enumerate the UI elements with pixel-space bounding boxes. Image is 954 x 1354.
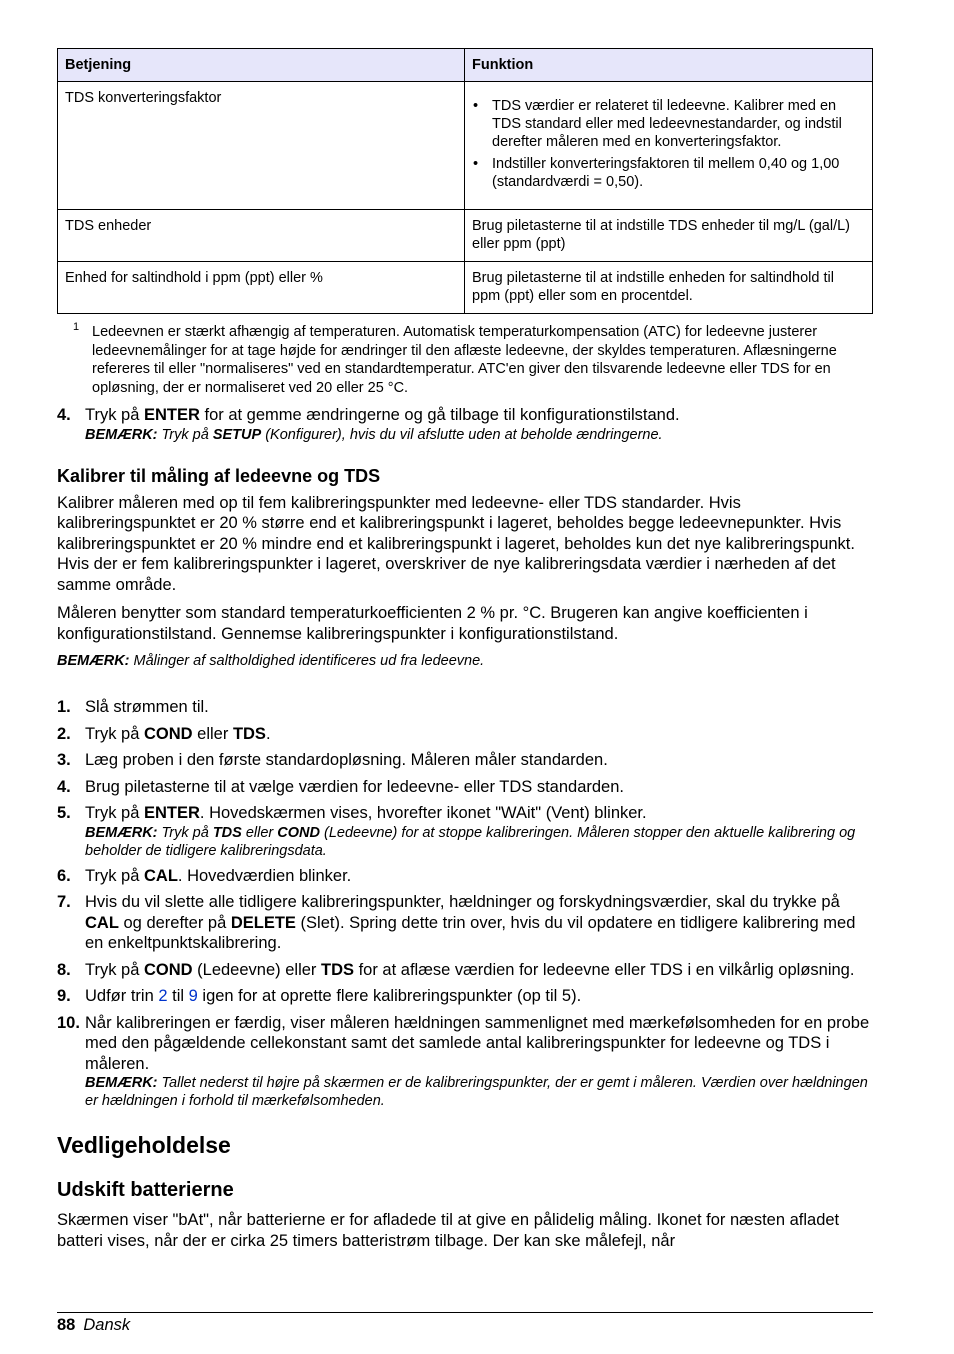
- step-text: Tryk på: [85, 866, 144, 885]
- bullet-icon: •: [473, 98, 479, 114]
- note-text: eller: [241, 824, 278, 841]
- step-text: Når kalibreringen er færdig, viser måleren hældningen sammenlignet med mærkefølsomheden for en probe med den pågældende cellekonstant samt det samlede antal kalibreringspunkter for ledeevne og TDS i måleren.: [85, 1013, 870, 1073]
- step-number: 8.: [57, 960, 71, 979]
- table-cell-control: TDS enheder: [58, 210, 465, 262]
- step-number: 4.: [57, 777, 71, 796]
- step-text: Hvis du vil slette alle tidligere kalibreringspunkter, hældninger og forskydningsværdier, skal du trykke på: [85, 893, 840, 911]
- note-label: BEMÆRK:: [85, 1075, 158, 1091]
- note: [57, 652, 873, 670]
- table-cell-function: [465, 82, 873, 210]
- step-8: [57, 960, 873, 981]
- key-cond: COND: [143, 960, 193, 979]
- step-number: 6.: [57, 866, 71, 885]
- step-text: Tryk på: [85, 724, 144, 743]
- key-cond: COND: [277, 824, 320, 841]
- page-number: 88: [57, 1316, 76, 1334]
- step-text: .: [265, 724, 271, 743]
- step-number: 7.: [57, 893, 71, 911]
- table-row: [58, 262, 873, 314]
- step-4: [57, 777, 873, 798]
- footer-language: Dansk: [83, 1316, 131, 1334]
- footnote-text: Ledeevnen er stærkt afhængig af temperaturen. Automatisk temperaturkompensation (ATC) for ledeevne justerer ledeevnemålinger for at tage højde for ændringer til den aflæste ledeevne, der skyldes temperaturen. Aflæsningerne refereres til eller "normaliseres" ved en standardtemperatur. ATC'en giver den tilsvarende ledeevne eller TDS for en opløsning, der er normaliseret ved 20 eller 25 °C.: [92, 324, 837, 396]
- note: [85, 824, 873, 860]
- step-text: Slå strømmen til.: [85, 698, 209, 716]
- bullet-text: TDS værdier er relateret til ledeevne. Kalibrer med en TDS standard eller med ledeevnestandarder, og indstil derefter måleren med en konverteringsfaktor.: [492, 98, 842, 150]
- document-page: [57, 48, 873, 1259]
- step-3: [57, 750, 873, 771]
- step-text: igen for at oprette flere kalibreringspunkter (op til 5).: [197, 987, 582, 1005]
- step-text: Tryk på: [85, 406, 144, 424]
- step-10: [57, 1013, 873, 1111]
- key-enter: ENTER: [143, 804, 200, 822]
- note-text: Tallet nederst til højre på skærmen er de kalibreringspunkter, der er gemt i måleren. Værdien over hældningen er hældningen i forhold til mærkefølsomheden.: [85, 1075, 868, 1109]
- table-cell-function: Brug piletasterne til at indstille TDS enheder til mg/L (gal/L) eller ppm (ppt): [465, 210, 873, 262]
- step-text: . Hovedskærmen vises, hvorefter ikonet "WAit" (Vent) blinker.: [199, 804, 647, 822]
- step-text: Læg proben i den første standardopløsning. Måleren måler standarden.: [85, 751, 608, 769]
- table-row: [58, 210, 873, 262]
- bullet-item: [473, 97, 865, 151]
- step-number: 5.: [57, 804, 71, 822]
- note: [85, 1074, 873, 1110]
- paragraph: Måleren benytter som standard temperaturkoefficienten 2 % pr. °C. Brugeren kan angive koefficienten i konfigurationstilstand. Gennemse kalibreringspunkter i konfigurationstilstand.: [57, 604, 808, 643]
- link-step-9[interactable]: 9: [188, 987, 198, 1005]
- key-delete: DELETE: [230, 913, 296, 932]
- step-text: eller: [192, 724, 233, 743]
- step-1: [57, 697, 873, 718]
- step-text: for at gemme ændringerne og gå tilbage til konfigurationstilstand.: [199, 406, 680, 424]
- step-number: 9.: [57, 987, 71, 1005]
- step-number: 1.: [57, 698, 71, 716]
- note-text: Tryk på: [157, 426, 213, 443]
- step-7: [57, 892, 873, 954]
- note-label: BEMÆRK:: [85, 824, 158, 841]
- note-text: Tryk på: [157, 824, 213, 841]
- table-header-row: [58, 49, 873, 82]
- step-text: Tryk på: [85, 960, 144, 979]
- key-tds: TDS: [232, 724, 266, 743]
- note-label: BEMÆRK:: [57, 653, 130, 669]
- paragraph: Skærmen viser "bAt", når batterierne er for afladede til at give en pålidelig måling. Ikonet for næsten afladet batteri vises, når der er cirka 25 timers batteristrøm tilbage. Der kan ske målefejl, når: [57, 1211, 840, 1250]
- table-cell-control: Enhed for saltindhold i ppm (ppt) eller %: [58, 262, 465, 314]
- note: [85, 426, 873, 444]
- column-header-control: Betjening: [58, 49, 465, 82]
- step-text: Tryk på: [85, 804, 144, 822]
- section-heading-batteries: Udskift batterierne: [57, 1179, 234, 1201]
- step-number: 2.: [57, 724, 71, 743]
- step-text: (Slet). Spring dette trin over, hvis du vil opdatere en tidligere kalibrering med en enkeltpunktskalibrering.: [85, 913, 856, 952]
- step-5: [57, 803, 873, 860]
- bullet-item: [473, 155, 865, 191]
- note-text: (Ledeevne) for at stoppe kalibreringen. Måleren stopper den aktuelle kalibrering og beholder de tidligere kalibreringsdata.: [85, 824, 856, 859]
- page-footer: [57, 1312, 873, 1335]
- footnote: [57, 323, 872, 397]
- step-text: . Hovedværdien blinker.: [177, 866, 352, 885]
- key-cal: CAL: [143, 866, 178, 885]
- footnote-marker: 1: [73, 321, 80, 333]
- table-cell-function: Brug piletasterne til at indstille enheden for saltindhold til ppm (ppt) eller som en procentdel.: [465, 262, 873, 314]
- step-6: [57, 866, 873, 887]
- bullet-icon: •: [473, 156, 479, 172]
- key-enter: ENTER: [143, 406, 200, 424]
- key-cond: COND: [143, 724, 193, 743]
- paragraph: Kalibrer måleren med op til fem kalibreringspunkter med ledeevne- eller TDS standarder. Hvis kalibreringspunktet er 20 % større end et kalibreringspunkt i lageret, beholdes begge ledeevnepunkter. Hvis kalibreringspunktet er 20 % mindre end et kalibreringspunkt i lageret, beholdes kun det nye kalibreringspunkt. Hvis der er fem kalibreringspunkter i lageret, overskriver de nye kalibreringsdata værdier i nærheden af det samme område.: [57, 493, 855, 594]
- step-4-save: [57, 405, 873, 444]
- step-number: 3.: [57, 751, 71, 769]
- bullet-list: [472, 97, 865, 191]
- settings-table: [57, 48, 873, 314]
- step-text: for at aflæse værdien for ledeevne eller TDS i en vilkårlig opløsning.: [354, 960, 855, 979]
- step-2: [57, 724, 873, 745]
- note-text: Målinger af saltholdighed identificeres ud fra ledeevne.: [129, 653, 485, 669]
- section-heading-calibrate: Kalibrer til måling af ledeevne og TDS: [57, 465, 381, 486]
- note-text: (Konfigurer), hvis du vil afslutte uden at beholde ændringerne.: [261, 426, 663, 443]
- step-text: Brug piletasterne til at vælge værdien for ledeevne- eller TDS standarden.: [85, 777, 624, 796]
- step-9: [57, 986, 873, 1007]
- step-text: Udfør trin: [85, 987, 159, 1005]
- step-text: til: [167, 987, 189, 1005]
- bullet-text: Indstiller konverteringsfaktoren til mellem 0,40 og 1,00 (standardværdi = 0,50).: [492, 156, 840, 190]
- key-setup: SETUP: [212, 426, 262, 443]
- chapter-heading-maintenance: Vedligeholdelse: [57, 1132, 231, 1158]
- step-number: 4.: [57, 406, 71, 424]
- key-tds: TDS: [321, 960, 354, 979]
- link-step-2[interactable]: 2: [158, 987, 168, 1005]
- step-text: (Ledeevne) eller: [192, 960, 321, 979]
- key-tds: TDS: [212, 824, 242, 841]
- step-text: og derefter på: [118, 913, 231, 932]
- table-cell-control: TDS konverteringsfaktor: [58, 82, 465, 210]
- table-row: [58, 82, 873, 210]
- column-header-function: Funktion: [465, 49, 873, 82]
- step-number: 10.: [57, 1013, 80, 1032]
- note-label: BEMÆRK:: [85, 426, 158, 443]
- key-cal: CAL: [85, 913, 119, 932]
